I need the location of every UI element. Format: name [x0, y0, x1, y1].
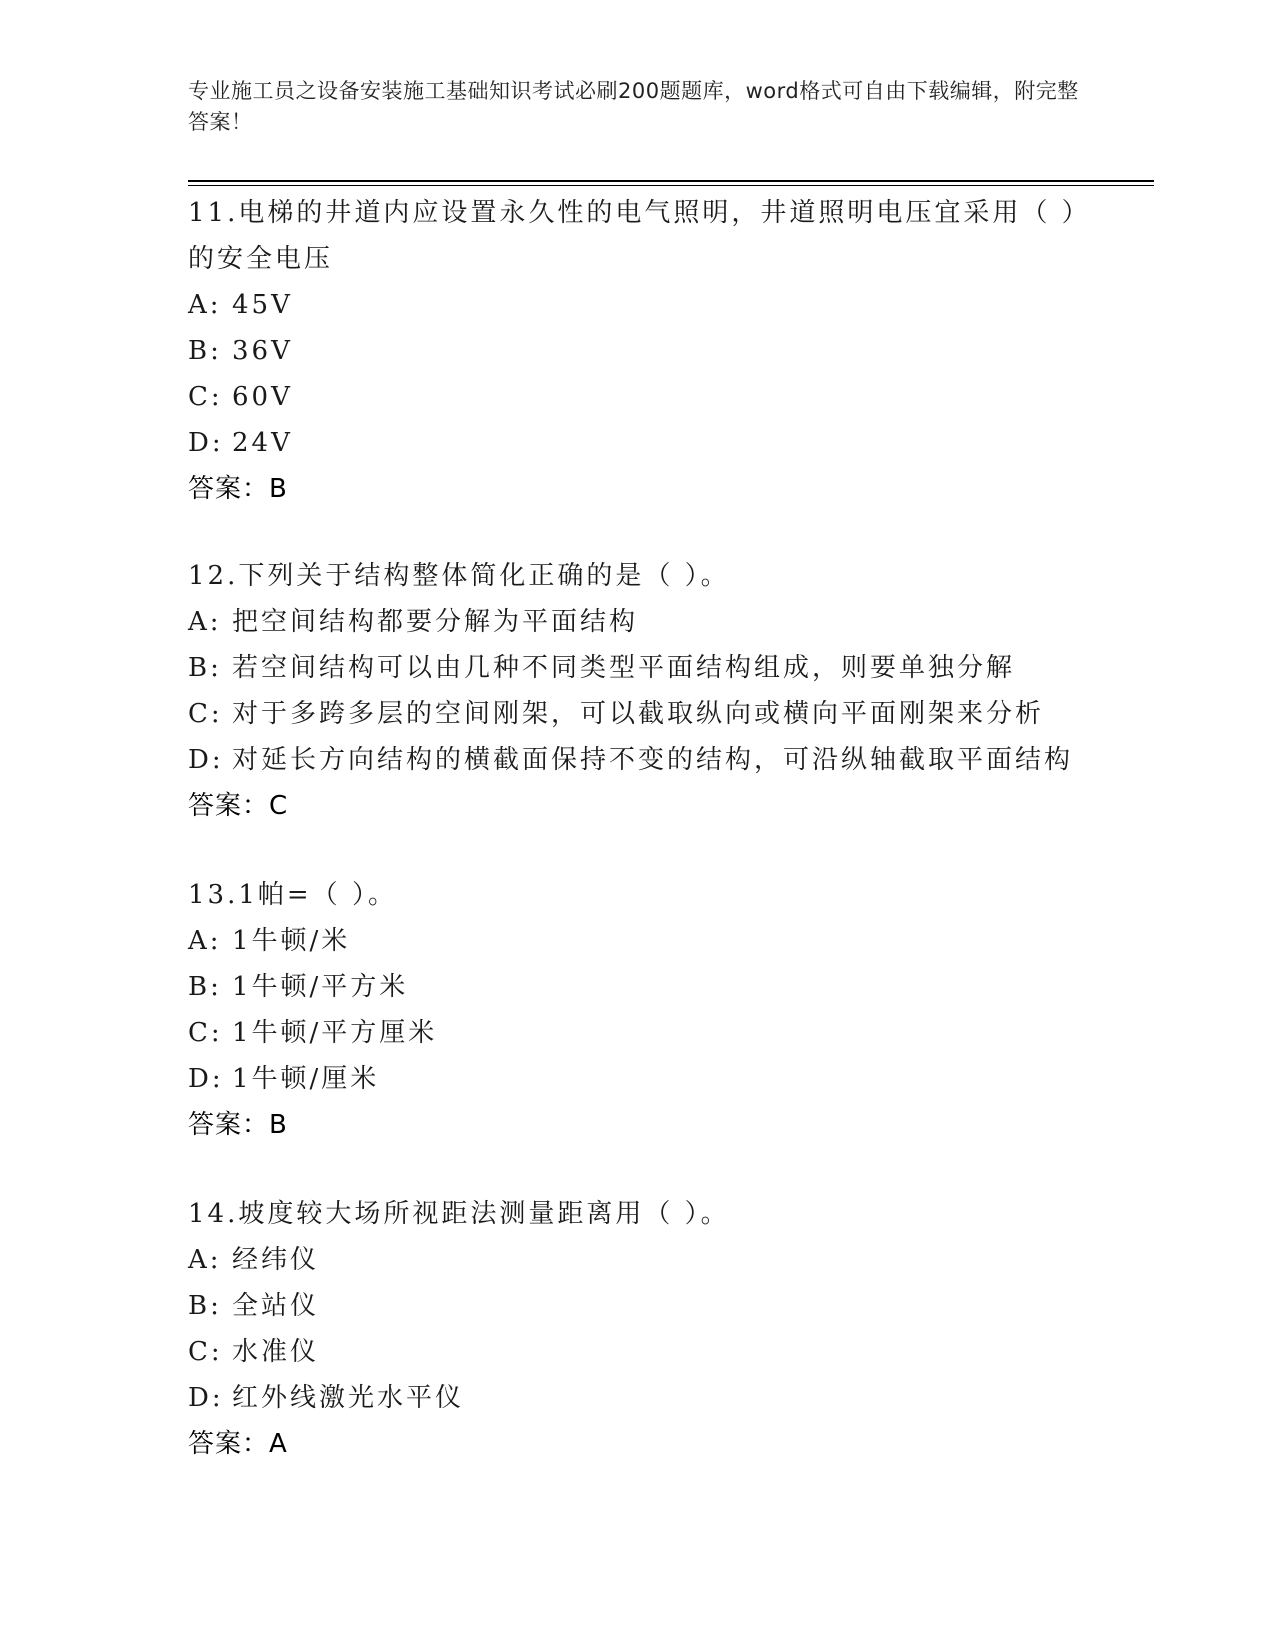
option-letter: B: — [188, 653, 222, 683]
option-a — [188, 1237, 1088, 1283]
option-b — [188, 645, 1088, 691]
option-letter: C: — [188, 382, 223, 412]
option-d — [188, 420, 1088, 466]
question-text: 13.1帕=（ ）。 — [188, 880, 397, 910]
question-text: 14.坡度较大场所视距法测量距离用（ ）。 — [188, 1199, 730, 1229]
header-divider-thick — [188, 180, 1154, 182]
option-c — [188, 1010, 1088, 1056]
option-d — [188, 737, 1088, 783]
option-letter: A: — [188, 926, 222, 956]
answer-line: 答案：B — [188, 474, 288, 504]
question-14 — [188, 1191, 1088, 1467]
option-text: 红外线激光水平仪 — [232, 1383, 465, 1413]
option-text: 把空间结构都要分解为平面结构 — [232, 607, 639, 637]
option-text: 1牛顿/米 — [232, 926, 351, 956]
option-letter: B: — [188, 972, 222, 1002]
option-text: 1牛顿/平方米 — [232, 972, 409, 1002]
option-text: 36V — [232, 336, 293, 366]
header-divider-thin — [188, 185, 1154, 186]
option-text: 全站仪 — [232, 1291, 320, 1321]
option-letter: D: — [188, 1383, 224, 1413]
option-text: 24V — [232, 428, 293, 458]
option-text: 对延长方向结构的横截面保持不变的结构，可沿纵轴截取平面结构 — [232, 745, 1074, 775]
question-13 — [188, 872, 1088, 1148]
question-text: 11.电梯的井道内应设置永久性的电气照明，井道照明电压宜采用（ ）的安全电压 — [188, 198, 1078, 274]
answer-line: 答案：B — [188, 1110, 288, 1140]
option-b — [188, 1283, 1088, 1329]
option-text: 水准仪 — [232, 1337, 320, 1367]
option-text: 60V — [232, 382, 293, 412]
option-letter: B: — [188, 1291, 222, 1321]
option-a — [188, 282, 1088, 328]
option-letter: B: — [188, 336, 222, 366]
option-letter: C: — [188, 699, 223, 729]
option-letter: A: — [188, 607, 222, 637]
option-letter: C: — [188, 1018, 223, 1048]
option-text: 1牛顿/平方厘米 — [232, 1018, 438, 1048]
option-letter: C: — [188, 1337, 223, 1367]
option-letter: D: — [188, 428, 224, 458]
option-d — [188, 1056, 1088, 1102]
option-c — [188, 1329, 1088, 1375]
option-b — [188, 964, 1088, 1010]
option-a — [188, 599, 1088, 645]
option-letter: D: — [188, 1064, 224, 1094]
option-text: 若空间结构可以由几种不同类型平面结构组成，则要单独分解 — [232, 653, 1016, 683]
option-d — [188, 1375, 1088, 1421]
option-c — [188, 691, 1088, 737]
question-text: 12.下列关于结构整体简化正确的是（ ）。 — [188, 561, 730, 591]
answer-line: 答案：C — [188, 791, 289, 821]
option-letter: A: — [188, 290, 222, 320]
answer-line: 答案：A — [188, 1429, 288, 1459]
option-a — [188, 918, 1088, 964]
question-12 — [188, 553, 1088, 829]
option-text: 经纬仪 — [232, 1245, 320, 1275]
document-header: 专业施工员之设备安装施工基础知识考试必刷200题题库，word格式可自由下载编辑，附完整答案！ — [188, 79, 1079, 134]
option-text: 对于多跨多层的空间刚架，可以截取纵向或横向平面刚架来分析 — [232, 699, 1045, 729]
question-11 — [188, 190, 1088, 512]
option-text: 1牛顿/厘米 — [232, 1064, 380, 1094]
option-b — [188, 328, 1088, 374]
option-letter: D: — [188, 745, 224, 775]
option-c — [188, 374, 1088, 420]
option-text: 45V — [232, 290, 293, 320]
option-letter: A: — [188, 1245, 222, 1275]
